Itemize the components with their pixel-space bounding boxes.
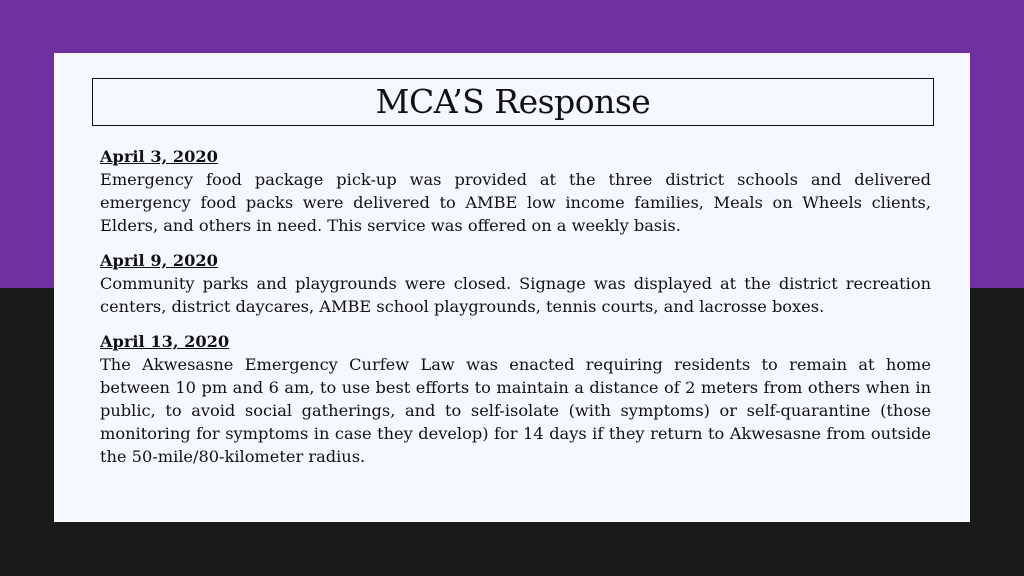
slide-title: MCA’S Response [375, 82, 651, 121]
entry-text: The Akwesasne Emergency Curfew Law was enacted requiring residents to remain at home between 10 pm and 6 am, to use best efforts to maintain a distance of 2 meters from others when in public, to avoid social gatherings, and to self-isolate (with symptoms) or self-quarantine (those monitoring for symptoms in case they develop) for 14 days if they return to Akwesasne from outside the 50-mile/80-kilometer radius. [100, 355, 931, 466]
entry-text: Emergency food package pick-up was provided at the three district schools and delivered emergency food packs were delivered to AMBE low income families, Meals on Wheels clients, Elders, and others in need. This service was offered on a weekly basis. [100, 170, 931, 235]
entry-april-3 [100, 145, 931, 237]
entry-date: April 13, 2020 [100, 332, 230, 351]
entry-april-13 [100, 330, 931, 468]
entries-list [100, 145, 931, 480]
entry-date: April 9, 2020 [100, 251, 218, 270]
entry-date: April 3, 2020 [100, 147, 218, 166]
entry-april-9 [100, 249, 931, 318]
entry-text: Community parks and playgrounds were closed. Signage was displayed at the district recreation centers, district daycares, AMBE school playgrounds, tennis courts, and lacrosse boxes. [100, 274, 931, 316]
title-box [92, 78, 934, 126]
content-card [54, 53, 970, 522]
